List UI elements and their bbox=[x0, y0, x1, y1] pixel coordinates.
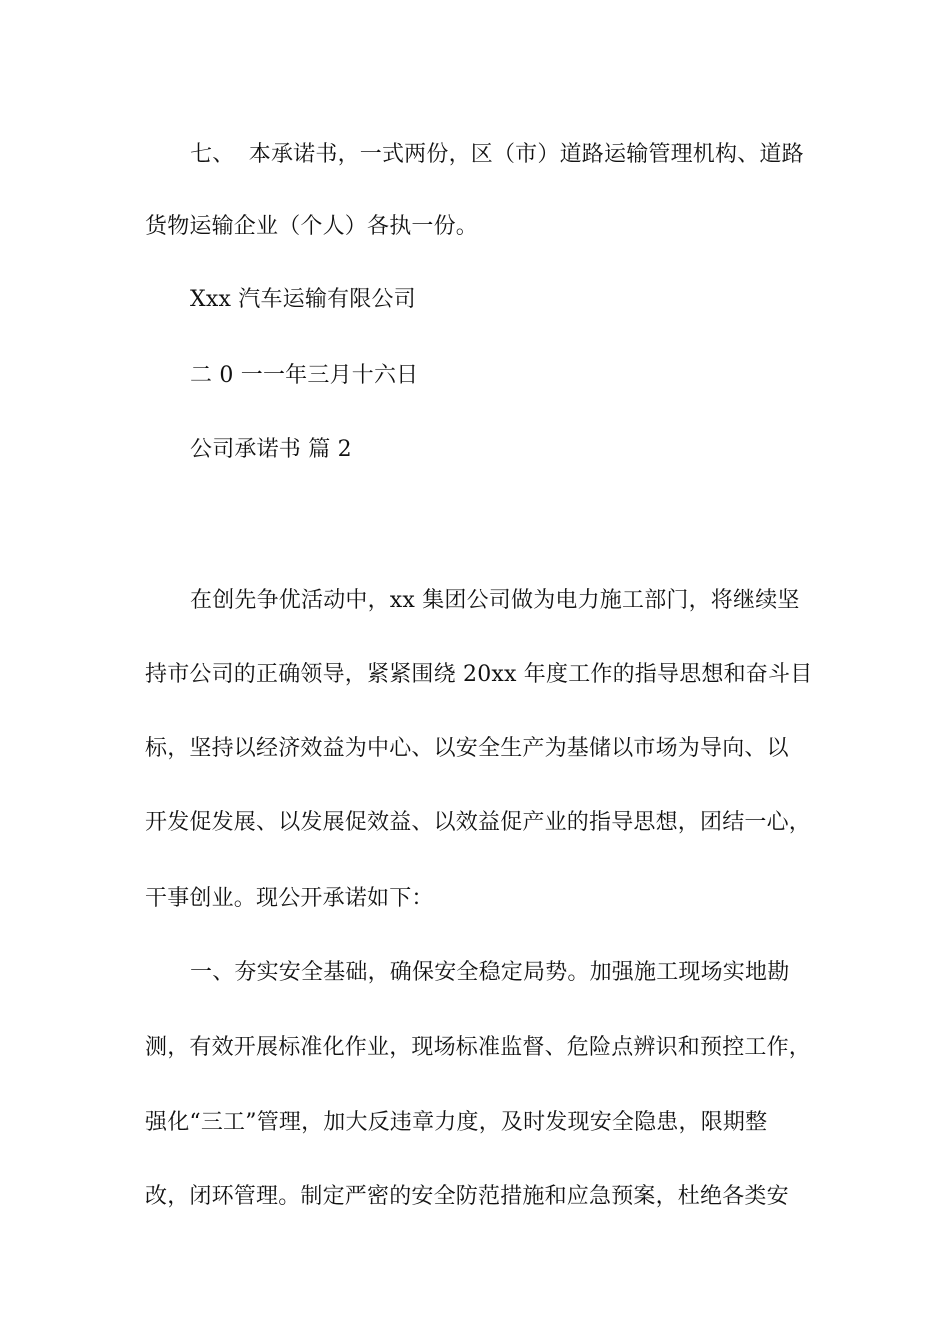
document-date: 二 0 一一年三月十六日 bbox=[190, 363, 419, 388]
section-title: 公司承诺书 篇 2 bbox=[190, 437, 352, 462]
paragraph-line: 标，坚持以经济效益为中心、以安全生产为基储以市场为导向、以 bbox=[145, 736, 789, 761]
paragraph-line: 一、夯实安全基础，确保安全稳定局势。加强施工现场实地勘 bbox=[190, 960, 790, 985]
paragraph-line: 改，闭环管理。制定严密的安全防范措施和应急预案，杜绝各类安 bbox=[145, 1184, 789, 1209]
paragraph-line: 持市公司的正确领导，紧紧围绕 20xx 年度工作的指导思想和奋斗目 bbox=[145, 662, 813, 687]
paragraph-line: 七、 本承诺书，一式两份，区（市）道路运输管理机构、道路 bbox=[190, 142, 804, 167]
paragraph-line: 测，有效开展标准化作业，现场标准监督、危险点辨识和预控工作， bbox=[145, 1035, 812, 1060]
company-name: Xxx 汽车运输有限公司 bbox=[190, 287, 416, 312]
paragraph-line: 开发促发展、以发展促效益、以效益促产业的指导思想，团结一心， bbox=[145, 810, 812, 835]
paragraph-line: 在创先争优活动中，xx 集团公司做为电力施工部门，将继续坚 bbox=[190, 588, 800, 613]
paragraph-line: 干事创业。现公开承诺如下： bbox=[145, 886, 434, 911]
paragraph-line: 强化“三工”管理，加大反违章力度，及时发现安全隐患，限期整 bbox=[145, 1110, 768, 1135]
paragraph-line: 货物运输企业（个人）各执一份。 bbox=[145, 214, 479, 239]
